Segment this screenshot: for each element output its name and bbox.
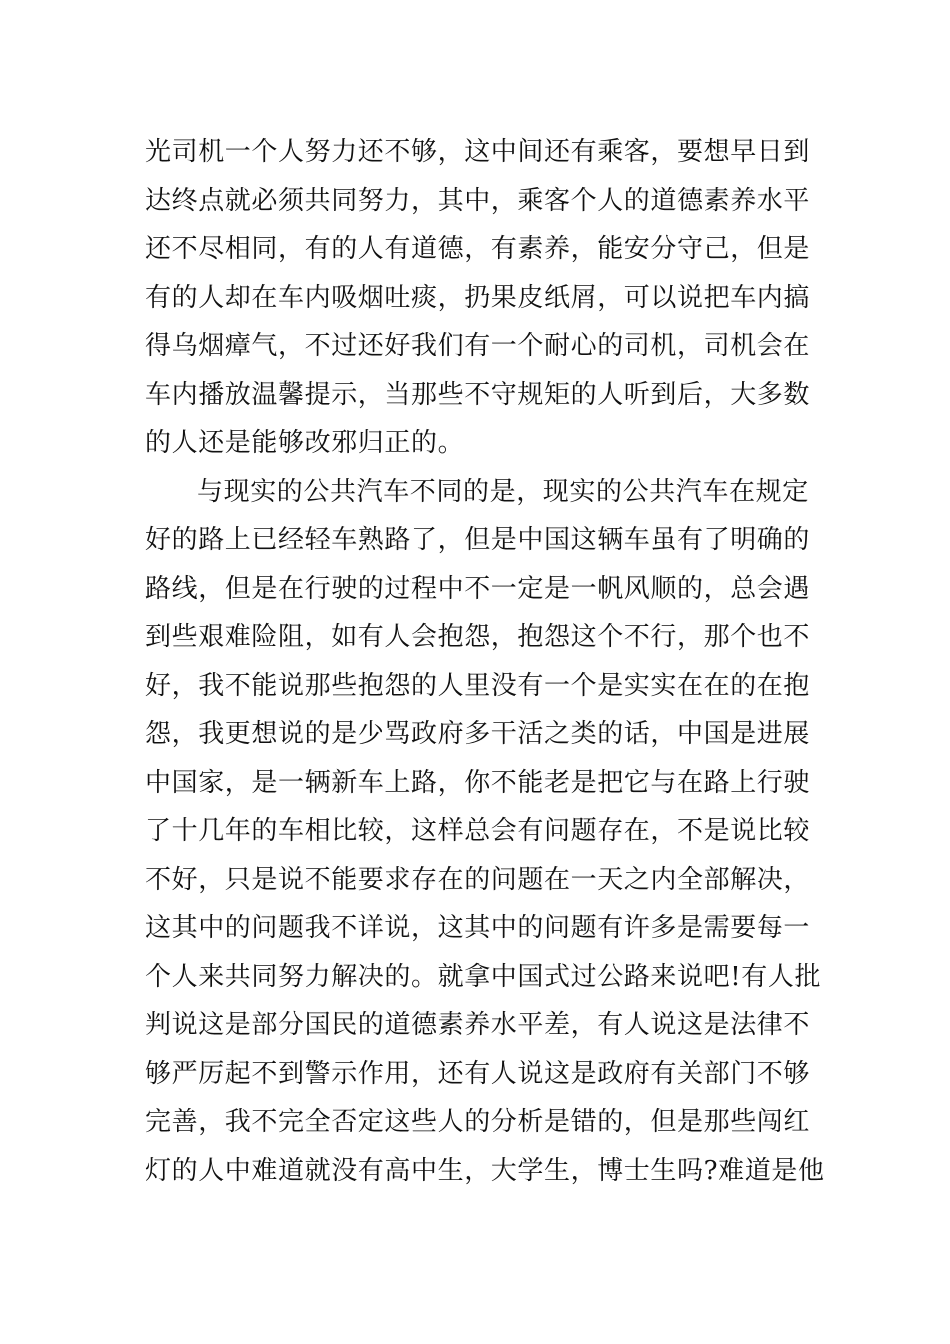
text-line: 不好，只是说不能要求存在的问题在一天之内全部解决， (145, 864, 811, 895)
paragraph-2 (145, 468, 825, 1196)
text-line: 光司机一个人努力还不够，这中间还有乘客，要想早日到 (145, 137, 811, 167)
text-line: 车内播放温馨提示，当那些不守规矩的人听到后，大多数 (145, 379, 811, 410)
text-line: 了十几年的车相比较，这样总会有问题存在，不是说比较 (145, 816, 811, 846)
document-page (145, 128, 825, 1195)
text-line: 判说这是部分国民的道德素养水平差，有人说这是法律不 (145, 1010, 811, 1040)
text-line: 有的人却在车内吸烟吐痰，扔果皮纸屑，可以说把车内搞 (145, 282, 811, 313)
text-line: 个人来共同努力解决的。就拿中国式过公路来说吧!有人批 (145, 961, 822, 992)
text-line: 中国家，是一辆新车上路，你不能老是把它与在路上行驶 (145, 767, 811, 798)
text-line-indented: 与现实的公共汽车不同的是，现实的公共汽车在规定 (197, 476, 809, 507)
text-line: 好的路上已经轻车熟路了，但是中国这辆车虽有了明确的 (145, 525, 811, 555)
text-line: 这其中的问题我不详说，这其中的问题有许多是需要每一 (145, 913, 811, 943)
paragraph-1 (145, 128, 811, 468)
text-line: 灯的人中难道就没有高中生，大学生，博士生吗?难道是他 (145, 1155, 825, 1186)
text-line: 达终点就必须共同努力，其中，乘客个人的道德素养水平 (145, 185, 811, 216)
text-line: 够严厉起不到警示作用，还有人说这是政府有关部门不够 (145, 1058, 811, 1089)
text-line: 的人还是能够改邪归正的。 (145, 428, 465, 458)
text-line: 怨，我更想说的是少骂政府多干活之类的话，中国是进展 (145, 719, 811, 749)
text-line: 得乌烟瘴气，不过还好我们有一个耐心的司机，司机会在 (145, 331, 811, 361)
text-line: 好，我不能说那些抱怨的人里没有一个是实实在在的在抱 (145, 670, 811, 701)
text-line: 完善，我不完全否定这些人的分析是错的，但是那些闯红 (145, 1107, 811, 1137)
text-line: 路线，但是在行驶的过程中不一定是一帆风顺的，总会遇 (145, 573, 811, 604)
text-line: 到些艰难险阻，如有人会抱怨，抱怨这个不行，那个也不 (145, 622, 811, 652)
text-line: 还不尽相同，有的人有道德，有素养，能安分守己，但是 (145, 234, 811, 264)
